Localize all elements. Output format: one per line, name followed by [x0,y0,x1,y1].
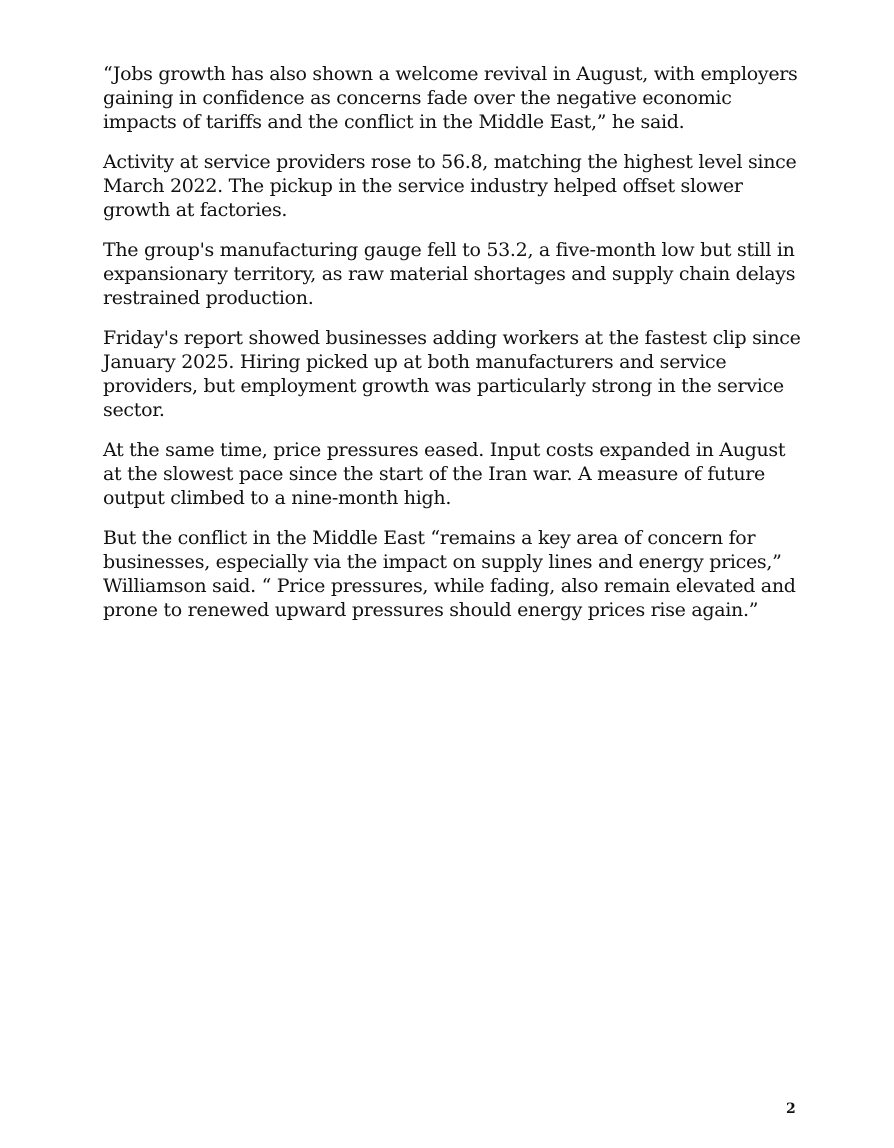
paragraph-price-pressures: At the same time, price pressures eased. Input costs expanded in August at the slowest pace since the start of the Iran war. A measure of future output climbed to a nine-month high. [103,439,786,509]
paragraph-service-activity: Activity at service providers rose to 56.8, matching the highest level since March 2022. The pickup in the service industry helped offset slower growth at factories. [103,151,797,221]
paragraph-middle-east-concern: But the conflict in the Middle East “remains a key area of concern for businesses, especially via the impact on supply lines and energy prices,” Williamson said. “ Price pressures, while fading, also remain elevated and prone to renewed upward pressures should energy prices rise again.” [103,527,796,621]
article-body [103,62,803,638]
page-number: 2 [786,1101,796,1117]
paragraph-hiring: Friday's report showed businesses adding workers at the fastest clip since January 2025. Hiring picked up at both manufacturers and service providers, but employment growth was particularly strong in the service sector. [103,327,801,421]
paragraph-manufacturing-gauge: The group's manufacturing gauge fell to 53.2, a five-month low but still in expansionary territory, as raw material shortages and supply chain delays restrained production. [103,239,796,309]
paragraph-jobs-growth-quote: “Jobs growth has also shown a welcome revival in August, with employers gaining in confidence as concerns fade over the negative economic impacts of tariffs and the conflict in the Middle East,” he said. [103,63,798,133]
